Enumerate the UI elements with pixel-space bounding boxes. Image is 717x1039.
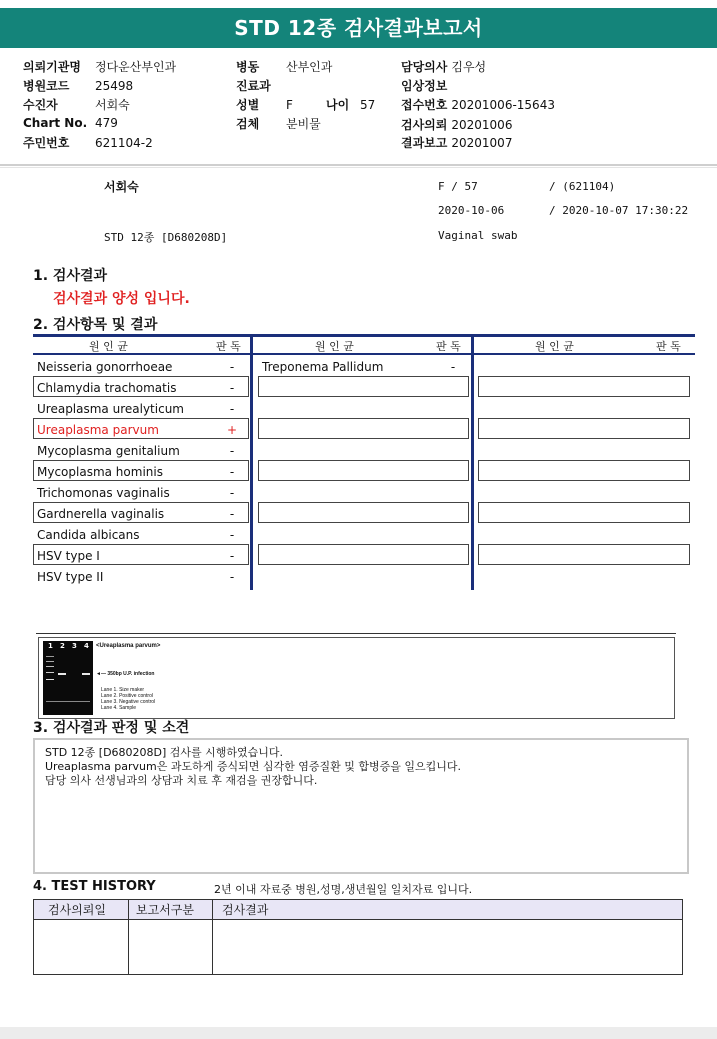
col2-header-item: 원 인 균 — [315, 340, 354, 353]
history-col-divider — [212, 900, 213, 974]
section4-title: 4. TEST HISTORY — [33, 879, 156, 894]
gel-lane-label: 2 — [60, 642, 65, 650]
item-name: Neisseria gonorrhoeae — [37, 360, 173, 374]
patient-report-datetime: / 2020-10-07 17:30:22 — [549, 204, 689, 217]
gel-lane-label: 1 — [48, 642, 53, 650]
history-table-header — [34, 900, 682, 920]
gel-image — [43, 641, 93, 715]
item-name: Ureaplasma urealyticum — [37, 402, 184, 416]
item-result-positive: + — [226, 423, 238, 437]
item-result: - — [229, 402, 235, 416]
header-report-date: 결과보고 20201007 — [401, 136, 513, 150]
gel-band-sample — [82, 673, 90, 675]
history-col-request-date: 검사의뢰일 — [48, 903, 106, 917]
col2-row-box — [258, 460, 469, 481]
col3-row-box — [478, 502, 690, 523]
results-table-header-border — [33, 353, 695, 355]
col2-header-judge: 판 독 — [436, 340, 461, 353]
header-department: 진료과 — [236, 79, 271, 93]
results-table-divider-2 — [471, 334, 474, 590]
gel-band-positive — [58, 673, 66, 675]
item-name: Trichomonas vaginalis — [37, 486, 170, 500]
header-hospital-code: 병원코드 25498 — [23, 79, 134, 93]
header-resident-no: 주민번호 621104-2 — [23, 136, 153, 150]
header-divider-secondary — [0, 167, 717, 168]
gel-band-primer — [46, 701, 90, 702]
header-doctor: 담당의사 김우성 — [401, 60, 487, 74]
item-name: Treponema Pallidum — [262, 360, 384, 374]
section1-title: 1. 검사결과 — [33, 268, 108, 284]
gel-legend-item: Lane 2. Positive control — [101, 693, 153, 699]
patient-test-name: STD 12종 [D680208D] — [104, 231, 228, 244]
item-result: - — [229, 570, 235, 584]
item-result: - — [229, 507, 235, 521]
patient-specimen: Vaginal swab — [438, 229, 518, 242]
history-col-report-type: 보고서구분 — [136, 903, 194, 917]
col1-header-item: 원 인 균 — [89, 340, 128, 353]
section3-title: 3. 검사결과 판정 및 소견 — [33, 720, 190, 736]
header-request-date: 검사의뢰 20201006 — [401, 118, 513, 132]
col2-row-box — [258, 502, 469, 523]
patient-sex-age: F / 57 — [438, 180, 478, 193]
header-sex: 성별 F — [236, 98, 293, 112]
item-result: - — [229, 465, 235, 479]
col1-header-judge: 판 독 — [216, 340, 241, 353]
col3-row-box — [478, 376, 690, 397]
opinion-line: STD 12종 [D680208D] 검사를 시행하였습니다. — [45, 746, 284, 759]
item-result: - — [450, 360, 456, 374]
header-patient: 수진자 서회숙 — [23, 98, 130, 112]
col3-row-box — [478, 418, 690, 439]
gel-lane-label: 3 — [72, 642, 77, 650]
item-result: - — [229, 381, 235, 395]
gel-lane-label: 4 — [84, 642, 89, 650]
opinion-line: 담당 의사 선생님과의 상담과 치료 후 재검을 권장합니다. — [45, 774, 318, 787]
item-name: Chlamydia trachomatis — [37, 381, 177, 395]
results-table-top-border — [33, 334, 695, 337]
item-name: Mycoplasma hominis — [37, 465, 163, 479]
item-name: Mycoplasma genitalium — [37, 444, 180, 458]
header-accession-no: 접수번호 20201006-15643 — [401, 98, 555, 112]
item-name-positive: Ureaplasma parvum — [37, 423, 159, 437]
item-result: - — [229, 486, 235, 500]
gel-legend-item: Lane 1. Size maker — [101, 687, 145, 693]
header-specimen: 검체 분비물 — [236, 117, 321, 131]
item-name: HSV type I — [37, 549, 100, 563]
gel-band-marker — [46, 679, 54, 680]
gel-band-marker — [46, 661, 54, 662]
report-title: STD 12종 검사결과보고서 — [0, 8, 717, 48]
header-clinical-info: 임상정보 — [401, 79, 448, 93]
item-result: - — [229, 444, 235, 458]
col3-header-judge: 판 독 — [656, 340, 681, 353]
col2-row-box — [258, 544, 469, 565]
col3-row-box — [478, 460, 690, 481]
gel-title: <Ureaplasma parvum> — [96, 643, 161, 649]
item-result: - — [229, 360, 235, 374]
item-result: - — [229, 549, 235, 563]
opinion-line: Ureaplasma parvum은 과도하게 증식되면 심각한 염증질환 및 합병증을 일으킵니다. — [45, 760, 461, 773]
col2-row-box — [258, 418, 469, 439]
history-col-result: 검사결과 — [222, 903, 269, 917]
gel-band-label: ◄— 350bp U.P. infection — [96, 671, 155, 677]
header-ward: 병동 산부인과 — [236, 60, 333, 74]
header-chart-no: Chart No. 479 — [23, 116, 118, 130]
gel-band-marker — [46, 672, 54, 673]
header-hospital-name: 의뢰기관명 정다운산부인과 — [23, 60, 177, 74]
history-note: 2년 이내 자료중 병원,성명,생년월일 일치자료 입니다. — [214, 883, 473, 896]
gel-band-marker — [46, 656, 54, 657]
patient-name: 서회숙 — [104, 180, 139, 194]
header-divider — [0, 164, 717, 166]
history-col-divider — [128, 900, 129, 974]
results-table-divider-1 — [250, 334, 253, 590]
header-age: 나이 57 — [326, 98, 376, 112]
history-table — [33, 899, 683, 975]
section2-title: 2. 검사항목 및 결과 — [33, 317, 158, 333]
gel-legend-item: Lane 3. Negative control — [101, 699, 156, 705]
item-result: - — [229, 528, 235, 542]
patient-id: / (621104) — [549, 180, 616, 193]
item-name: Candida albicans — [37, 528, 140, 542]
col2-row-box — [258, 376, 469, 397]
item-name: Gardnerella vaginalis — [37, 507, 165, 521]
opinion-box — [33, 738, 689, 874]
gel-legend-item: Lane 4. Sample — [101, 705, 137, 711]
footer-bar — [0, 1027, 717, 1039]
col3-header-item: 원 인 균 — [535, 340, 574, 353]
result-positive-message: 검사결과 양성 입니다. — [53, 291, 190, 307]
gel-band-marker — [46, 666, 54, 667]
patient-request-date: 2020-10-06 — [438, 204, 505, 217]
col3-row-box — [478, 544, 690, 565]
item-name: HSV type II — [37, 570, 104, 584]
